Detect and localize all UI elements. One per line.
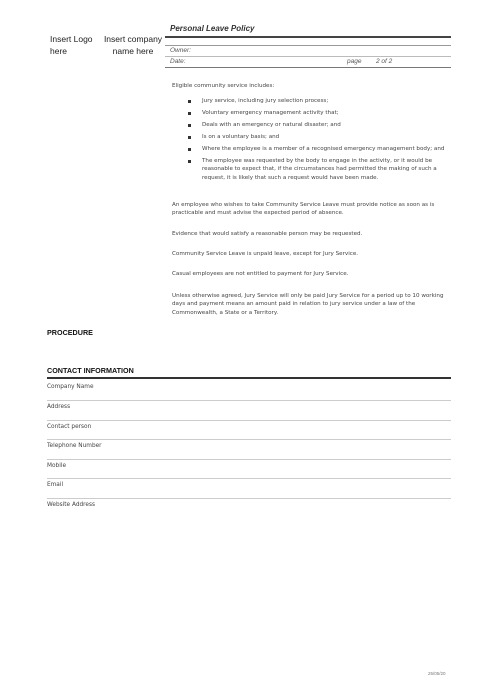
page-label: page — [347, 58, 362, 65]
contact-row-telephone — [47, 439, 451, 460]
list-item — [188, 145, 450, 153]
bullet-icon — [188, 148, 191, 151]
eligibility-intro: Eligible community service includes: — [172, 83, 275, 89]
contact-row-email — [47, 478, 451, 499]
list-item-text: Voluntary emergency management activity that; — [202, 110, 339, 116]
company-name-placeholder: Insert company name here — [103, 34, 163, 56]
contact-label: Telephone Number — [47, 443, 102, 449]
list-item — [188, 97, 450, 105]
header-rule-owner — [165, 56, 451, 57]
contact-row-contact-person — [47, 420, 451, 441]
contact-row-company-name — [47, 380, 451, 401]
bullet-icon — [188, 136, 191, 139]
contact-heading: CONTACT INFORMATION — [47, 366, 134, 375]
list-item — [188, 121, 450, 129]
page-number: 2 of 2 — [376, 58, 393, 65]
list-item-text: Jury service, including jury selection process; — [202, 98, 329, 104]
contact-row-address — [47, 400, 451, 421]
bullet-icon — [188, 160, 191, 163]
contact-heading-rule — [47, 377, 451, 379]
list-item-text: Deals with an emergency or natural disaster; and — [202, 122, 341, 128]
contact-label: Contact person — [47, 423, 92, 430]
bullet-icon — [188, 112, 191, 115]
contact-row-website — [47, 498, 451, 518]
logo-placeholder: Insert Logo here — [50, 34, 93, 56]
footer-date: 25/05/20 — [428, 671, 446, 676]
notice-paragraph: An employee who wishes to take Community Service Leave must provide notice as soon as is practicable and must advise the expected period of absence. — [172, 202, 435, 217]
header-rule-top — [165, 36, 451, 38]
contact-label: Address — [47, 404, 71, 410]
evidence-paragraph: Evidence that would satisfy a reasonable person may be requested. — [172, 231, 363, 237]
owner-label: Owner: — [170, 47, 191, 54]
list-item — [188, 109, 450, 117]
list-item-text: The employee was requested by the body to engage in the activity, or it would be reasonable to expect that, if the circumstances had permitted the making of such a request, it is likely that such a request would have been made. — [202, 158, 437, 181]
jury-pay-paragraph: Unless otherwise agreed, Jury Service will only be paid Jury Service for a period up to 10 working days and payment means an amount paid in relation to jury service under a law of the Commonwealth, a State or a Territory. — [172, 293, 444, 316]
header-rule-bottom — [165, 67, 451, 68]
list-item — [188, 133, 450, 141]
header-rule-middle — [165, 45, 451, 46]
procedure-heading: PROCEDURE — [47, 328, 93, 337]
list-item — [188, 157, 450, 182]
date-label: Date: — [170, 58, 186, 65]
contact-row-mobile — [47, 459, 451, 480]
list-item-text: Where the employee is a member of a recognised emergency management body; and — [202, 146, 445, 152]
contact-label: Mobile — [47, 462, 67, 469]
contact-label: Company Name — [47, 384, 94, 390]
bullet-icon — [188, 124, 191, 127]
casual-employees-paragraph: Casual employees are not entitled to payment for Jury Service. — [172, 271, 349, 277]
contact-label: Website Address — [47, 501, 96, 508]
bullet-icon — [188, 100, 191, 103]
contact-label: Email — [47, 482, 64, 488]
unpaid-leave-paragraph: Community Service Leave is unpaid leave, except for Jury Service. — [172, 251, 359, 257]
list-item-text: Is on a voluntary basis; and — [202, 134, 280, 140]
document-title: Personal Leave Policy — [170, 24, 255, 33]
eligibility-list — [188, 97, 450, 186]
